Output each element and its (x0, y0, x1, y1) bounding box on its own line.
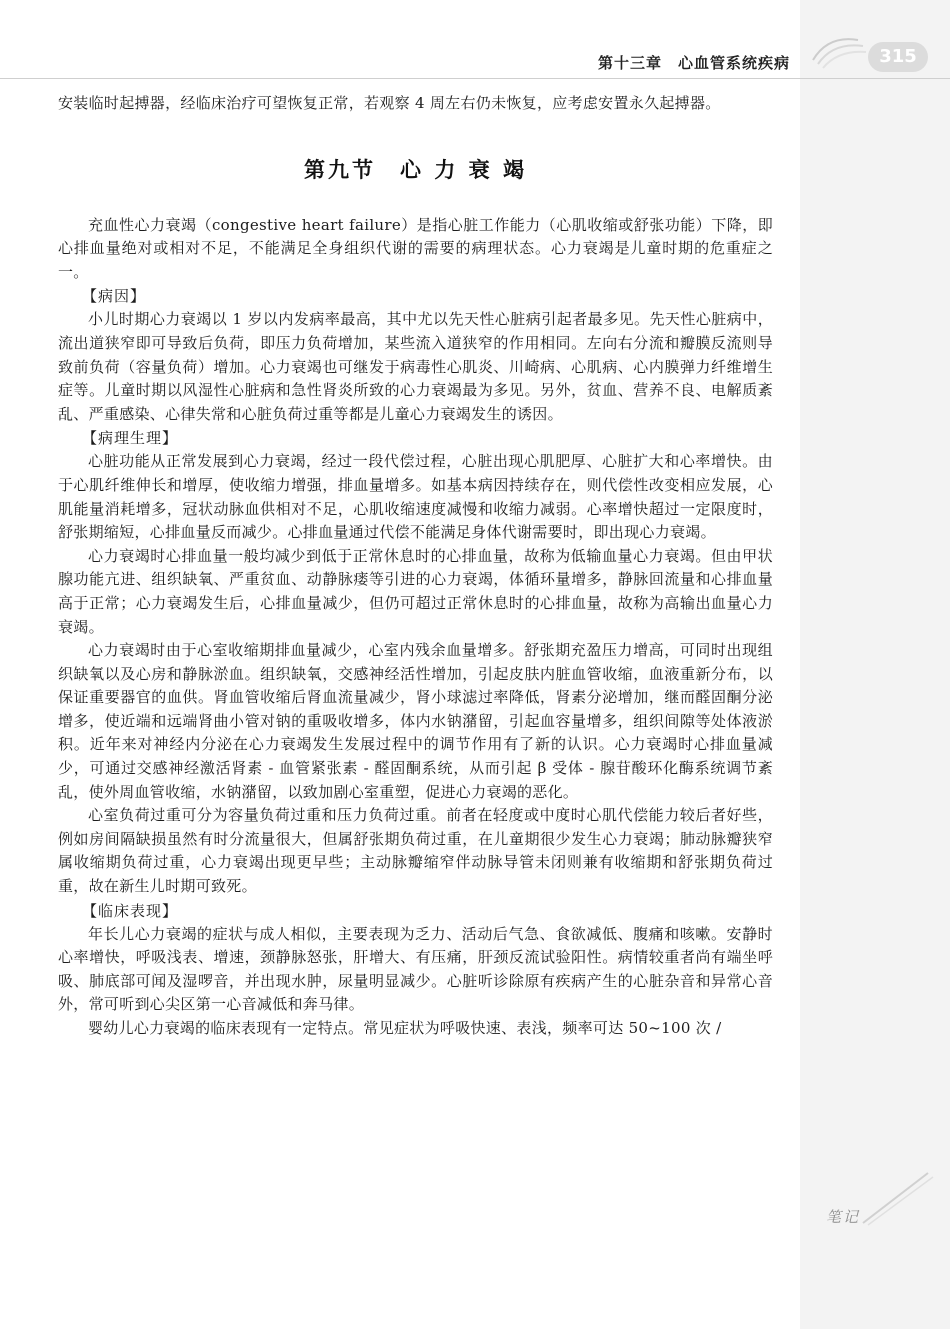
pathophysiology-heading: 【病理生理】 (82, 429, 179, 448)
intro-paragraph: 安装临时起搏器，经临床治疗可望恢复正常，若观察 4 周左右仍未恢复，应考虑安置永久起搏器。 (58, 94, 721, 112)
header-rule (0, 78, 950, 79)
etiology-heading: 【病因】 (82, 287, 147, 306)
clinical-paragraph: 年长儿心力衰竭的症状与成人相似，主要表现为乏力、活动后气急、食欲减低、腹痛和咳嗽。安静时心率增快，呼吸浅表、增速，颈静脉怒张，肝增大、有压痛，肝颈反流试验阳性。病情较重者尚有端坐呼吸、肺底部可闻及湿啰音，并出现水肿，尿量明显减少。心脏听诊除原有疾病产生的心脏杂音和异常心音外，常可听到心尖区第一心音减低和奔马律。 (58, 924, 773, 1014)
chapter-title: 第十三章 心血管系统疾病 (597, 54, 790, 72)
main-content (58, 92, 773, 1041)
pathophysiology-paragraph: 心脏功能从正常发展到心力衰竭，经过一段代偿过程，心脏出现心肌肥厚、心脏扩大和心率增快。由于心肌纤维伸长和增厚，使收缩力增强，排血量增多。如基本病因持续存在，则代偿性改变相应发展，心肌能量消耗增多，冠状动脉血供相对不足，心肌收缩速度减慢和收缩力减弱。心率增快超过一定限度时，舒张期缩短，心排血量反而减少。心排血量通过代偿不能满足身体代谢需要时，即出现心力衰竭。 (58, 452, 773, 542)
clinical-heading: 【临床表现】 (82, 901, 179, 920)
etiology-paragraph: 小儿时期心力衰竭以 1 岁以内发病率最高，其中尤以先天性心脏病引起者最多见。先天性心脏病中，流出道狭窄即可导致后负荷，即压力负荷增加，某些流入道狭窄的作用相同。左向右分流和瓣膜反流则导致前负荷（容量负荷）增加。心力衰竭也可继发于病毒性心肌炎、川崎病、心肌病、心内膜弹力纤维增生症等。儿童时期以风湿性心脏病和急性肾炎所致的心力衰竭最为多见。另外，贫血、营养不良、电解质紊乱、严重感染、心律失常和心脏负荷过重等都是儿童心力衰竭发生的诱因。 (58, 310, 773, 423)
notes-label: 笔记 (826, 1208, 861, 1226)
pathophysiology-paragraph: 心力衰竭时由于心室收缩期排血量减少，心室内残余血量增多。舒张期充盈压力增高，可同时出现组织缺氧以及心房和静脉淤血。组织缺氧，交感神经活性增加，引起皮肤内脏血管收缩，血液重新分布，以保证重要器官的血供。肾血管收缩后肾血流量减少，肾小球滤过率降低，肾素分泌增加，继而醛固酮分泌增多，使近端和远端肾曲小管对钠的重吸收增多，体内水钠潴留，引起血容量增多，组织间隙等处体液淤积。近年来对神经内分泌在心力衰竭发生发展过程中的调节作用有了新的认识。心力衰竭时心排血量减少，可通过交感神经激活肾素 - 血管紧张素 - 醛固酮系统，从而引起 β 受体 - 腺苷酸环化酶系统调节紊乱，使外周血管收缩，水钠潴留，以致加剧心室重塑，促进心力衰竭的恶化。 (58, 641, 773, 801)
pathophysiology-paragraph: 心力衰竭时心排血量一般均减少到低于正常休息时的心排血量，故称为低输血量心力衰竭。但由甲状腺功能亢进、组织缺氧、严重贫血、动静脉瘘等引进的心力衰竭，体循环量增多，静脉回流量和心排血量高于正常；心力衰竭发生后，心排血量减少，但仍可超过正常休息时的心排血量，故称为高输出血量心力衰竭。 (58, 546, 773, 636)
definition-paragraph: 充血性心力衰竭（congestive heart failure）是指心脏工作能力（心肌收缩或舒张功能）下降，即心排血量绝对或相对不足，不能满足全身组织代谢的需要的病理状态。心力衰竭是儿童时期的危重症之一。 (58, 215, 773, 281)
pen-icon (858, 1168, 938, 1228)
clinical-paragraph: 婴幼儿心力衰竭的临床表现有一定特点。常见症状为呼吸快速、表浅，频率可达 50~100 次 / (88, 1019, 722, 1037)
pathophysiology-paragraph: 心室负荷过重可分为容量负荷过重和压力负荷过重。前者在轻度或中度时心肌代偿能力较后者好些，例如房间隔缺损虽然有时分流量很大，但属舒张期负荷过重，在儿童期很少发生心力衰竭；肺动脉瓣狭窄属收缩期负荷过重，心力衰竭出现更早些；主动脉瓣缩窄伴动脉导管未闭则兼有收缩期和舒张期负荷过重，故在新生儿时期可致死。 (58, 806, 773, 896)
header-swirl-ornament (808, 30, 868, 70)
section-title: 第九节 心 力 衰 竭 (304, 157, 527, 182)
notes-margin-column (800, 0, 950, 1329)
page-number: 315 (868, 42, 928, 72)
